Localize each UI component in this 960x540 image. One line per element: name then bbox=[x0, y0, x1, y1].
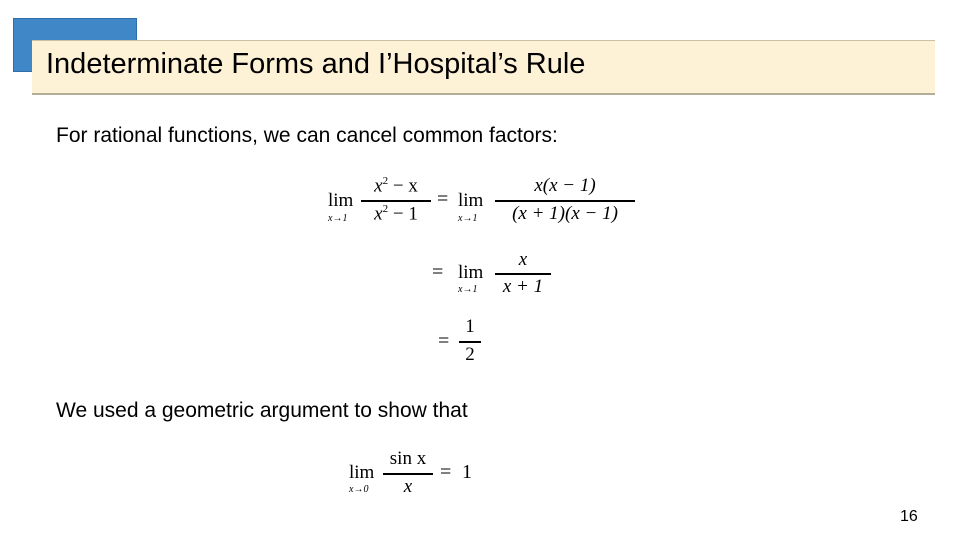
slide-title: Indeterminate Forms and I’Hospital’s Rule bbox=[46, 48, 586, 80]
fraction-bar bbox=[459, 341, 481, 343]
denominator: (x + 1)(x − 1) bbox=[512, 203, 618, 224]
lim-subscript: x→0 bbox=[349, 484, 369, 495]
fraction bbox=[383, 448, 433, 500]
intro-text: For rational functions, we can cancel common factors: bbox=[56, 124, 558, 147]
numerator: x(x − 1) bbox=[534, 175, 596, 196]
lim-subscript: x→1 bbox=[458, 284, 478, 295]
result-value: 1 bbox=[462, 461, 472, 483]
fraction bbox=[459, 316, 481, 368]
numerator-var: x bbox=[374, 175, 383, 197]
denominator: x + 1 bbox=[502, 276, 544, 297]
lim-subscript: x→1 bbox=[328, 213, 348, 224]
equals-sign: = bbox=[438, 330, 450, 352]
lim-operator: lim bbox=[458, 190, 484, 211]
lim-subscript: x→1 bbox=[458, 213, 478, 224]
equals-sign: = bbox=[432, 261, 444, 283]
denominator: x bbox=[403, 476, 413, 497]
page-number: 16 bbox=[900, 508, 918, 525]
numerator: x bbox=[518, 249, 528, 270]
fraction-bar bbox=[383, 473, 433, 475]
lim-operator: lim bbox=[349, 462, 375, 483]
numerator-rest: − x bbox=[388, 175, 418, 197]
exponent: 2 bbox=[382, 175, 389, 187]
numerator: sin x bbox=[389, 448, 427, 469]
equals-sign: = bbox=[437, 188, 449, 210]
lim-operator: lim bbox=[458, 262, 484, 283]
fraction bbox=[495, 249, 551, 299]
denominator-var: x bbox=[374, 203, 383, 225]
fraction-rhs bbox=[495, 175, 635, 227]
geometric-text: We used a geometric argument to show that bbox=[56, 399, 468, 422]
fraction-bar bbox=[361, 200, 431, 202]
denominator: 2 bbox=[465, 344, 475, 365]
lim-operator: lim bbox=[328, 190, 354, 211]
equals-sign: = bbox=[440, 461, 452, 483]
fraction-bar bbox=[495, 200, 635, 202]
fraction-bar bbox=[495, 273, 551, 275]
denominator-rest: − 1 bbox=[388, 203, 418, 225]
fraction-lhs bbox=[361, 175, 431, 227]
exponent: 2 bbox=[382, 203, 389, 215]
numerator: 1 bbox=[465, 316, 475, 337]
